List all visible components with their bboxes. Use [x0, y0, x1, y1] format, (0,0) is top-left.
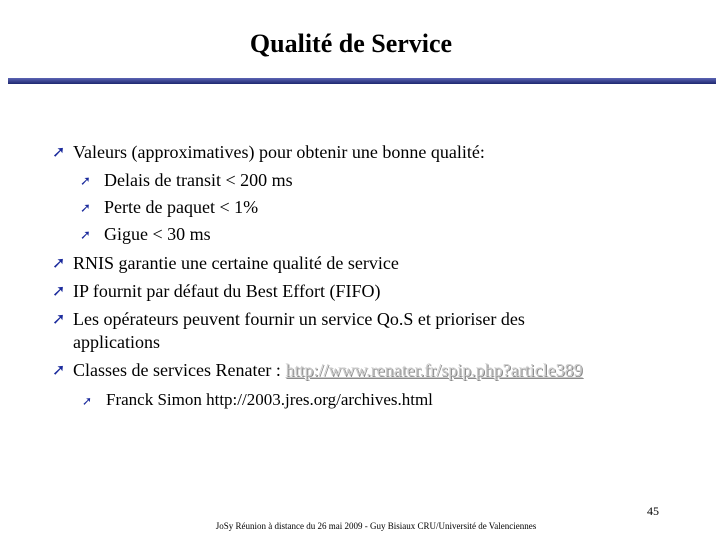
- arrow-icon: ➚: [52, 281, 66, 300]
- footer-text: JoSy Réunion à distance du 26 mai 2009 - Guy Bisiaux CRU/Université de Valenciennes: [215, 521, 537, 531]
- arrow-icon: ➚: [52, 253, 66, 272]
- arrow-icon: ➚: [80, 228, 91, 243]
- bullet-text: Delais de transit < 200 ms: [104, 170, 293, 190]
- bullet-text: Valeurs (approximatives) pour obtenir une bonne qualité:: [73, 142, 485, 162]
- bullet-text: Gigue < 30 ms: [104, 224, 211, 244]
- bullet-text: Franck Simon http://2003.jres.org/archives.html: [106, 390, 433, 409]
- bullet-text: Classes de services Renater :: [73, 360, 281, 380]
- arrow-icon: ➚: [80, 201, 91, 216]
- slide-title: Qualité de Service: [249, 29, 453, 58]
- arrow-icon: ➚: [52, 142, 66, 161]
- arrow-icon: ➚: [82, 394, 93, 408]
- page-number: 45: [647, 504, 659, 518]
- arrow-icon: ➚: [52, 360, 66, 379]
- bullet-text: Perte de paquet < 1%: [104, 197, 259, 217]
- bullet-text: IP fournit par défaut du Best Effort (FIFO): [73, 281, 381, 301]
- arrow-icon: ➚: [52, 309, 66, 328]
- bullet-text: RNIS garantie une certaine qualité de service: [73, 253, 399, 273]
- renater-link[interactable]: http://www.renater.fr/spip.php?article389: [285, 360, 583, 380]
- bullet-text: Les opérateurs peuvent fournir un service Qo.S et prioriser des: [73, 309, 525, 329]
- arrow-icon: ➚: [80, 174, 91, 189]
- bullet-text: applications: [73, 332, 160, 352]
